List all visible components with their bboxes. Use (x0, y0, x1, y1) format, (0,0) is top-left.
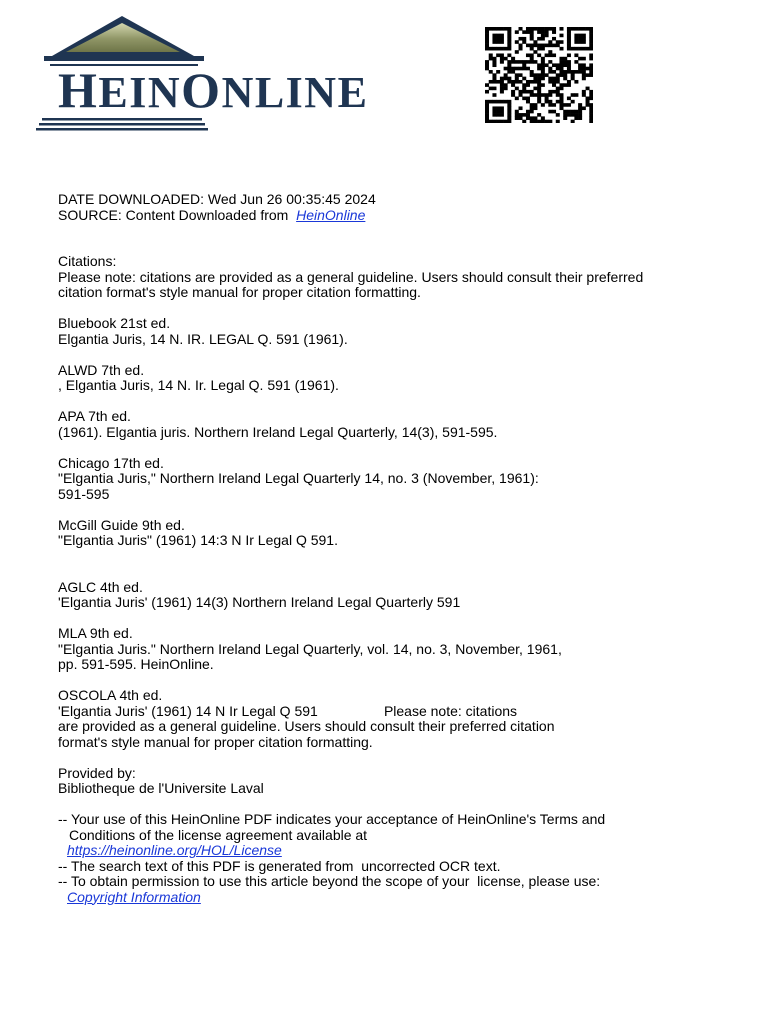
terms-line: Conditions of the license agreement available at (69, 826, 368, 843)
oscola-citation-line: format's style manual for proper citation formatting. (58, 733, 373, 750)
chicago-label: Chicago 17th ed. (58, 454, 164, 471)
copyright-information-link[interactable]: Copyright Information (67, 888, 201, 905)
aglc-label: AGLC 4th ed. (58, 578, 143, 595)
copyright-link-line (58, 890, 738, 906)
chicago-citation-line: 591-595 (58, 485, 110, 502)
license-link[interactable]: https://heinonline.org/HOL/License (67, 842, 282, 858)
citations-note-line: citation format's style manual for proper citation formatting. (58, 284, 421, 300)
qr-code-icon (485, 27, 593, 123)
heinonline-link[interactable]: HeinOnline (296, 206, 366, 223)
mcgill-label: McGill Guide 9th ed. (58, 516, 185, 533)
mcgill-citation: "Elgantia Juris" (1961) 14:3 N Ir Legal Q 591. (58, 532, 338, 548)
alwd-citation: , Elgantia Juris, 14 N. Ir. Legal Q. 591 (1961). (58, 377, 339, 393)
oscola-label: OSCOLA 4th ed. (58, 687, 163, 703)
apa-citation: (1961). Elgantia juris. Northern Ireland Legal Quarterly, 14(3), 591-595. (58, 423, 498, 440)
ocr-note: -- The search text of this PDF is generated from uncorrected OCR text. (58, 857, 501, 874)
provided-by-institution: Bibliotheque de l'Universite Laval (58, 780, 264, 796)
citations-heading: Citations: (58, 253, 117, 269)
download-cover-sheet (58, 192, 738, 905)
source-line (58, 208, 738, 224)
mla-label: MLA 9th ed. (58, 625, 133, 641)
permission-note: -- To obtain permission to use this article beyond the scope of your license, please use: (58, 873, 601, 889)
bluebook-citation: Elgantia Juris, 14 N. IR. LEGAL Q. 591 (1961). (58, 330, 348, 347)
heinonline-logo (36, 14, 426, 132)
logo-wordmark: HEINONLINE (58, 62, 369, 118)
mla-citation-line: pp. 591-595. HeinOnline. (58, 656, 214, 672)
date-downloaded: DATE DOWNLOADED: Wed Jun 26 00:35:45 2024 (58, 191, 376, 207)
source-prefix: SOURCE: Content Downloaded from (58, 206, 293, 223)
citations-note-line: Please note: citations are provided as a general guideline. Users should consult their preferred (58, 268, 644, 285)
oscola-citation-line: are provided as a general guideline. Users should consult their preferred citation (58, 718, 555, 734)
bluebook-label: Bluebook 21st ed. (58, 315, 171, 331)
oscola-citation-line: 'Elgantia Juris' (1961) 14 N Ir Legal Q 591 Please note: citations (58, 702, 518, 719)
aglc-citation: 'Elgantia Juris' (1961) 14(3) Northern Ireland Legal Quarterly 591 (58, 594, 461, 610)
license-link-line (58, 843, 738, 859)
provided-by-label: Provided by: (58, 764, 136, 781)
apa-label: APA 7th ed. (58, 408, 131, 424)
mla-citation-line: "Elgantia Juris." Northern Ireland Legal Quarterly, vol. 14, no. 3, November, 1961, (58, 640, 562, 657)
alwd-label: ALWD 7th ed. (58, 361, 145, 378)
terms-line: -- Your use of this HeinOnline PDF indicates your acceptance of HeinOnline's Terms and (58, 811, 606, 827)
chicago-citation-line: "Elgantia Juris," Northern Ireland Legal Quarterly 14, no. 3 (November, 1961): (58, 470, 539, 486)
